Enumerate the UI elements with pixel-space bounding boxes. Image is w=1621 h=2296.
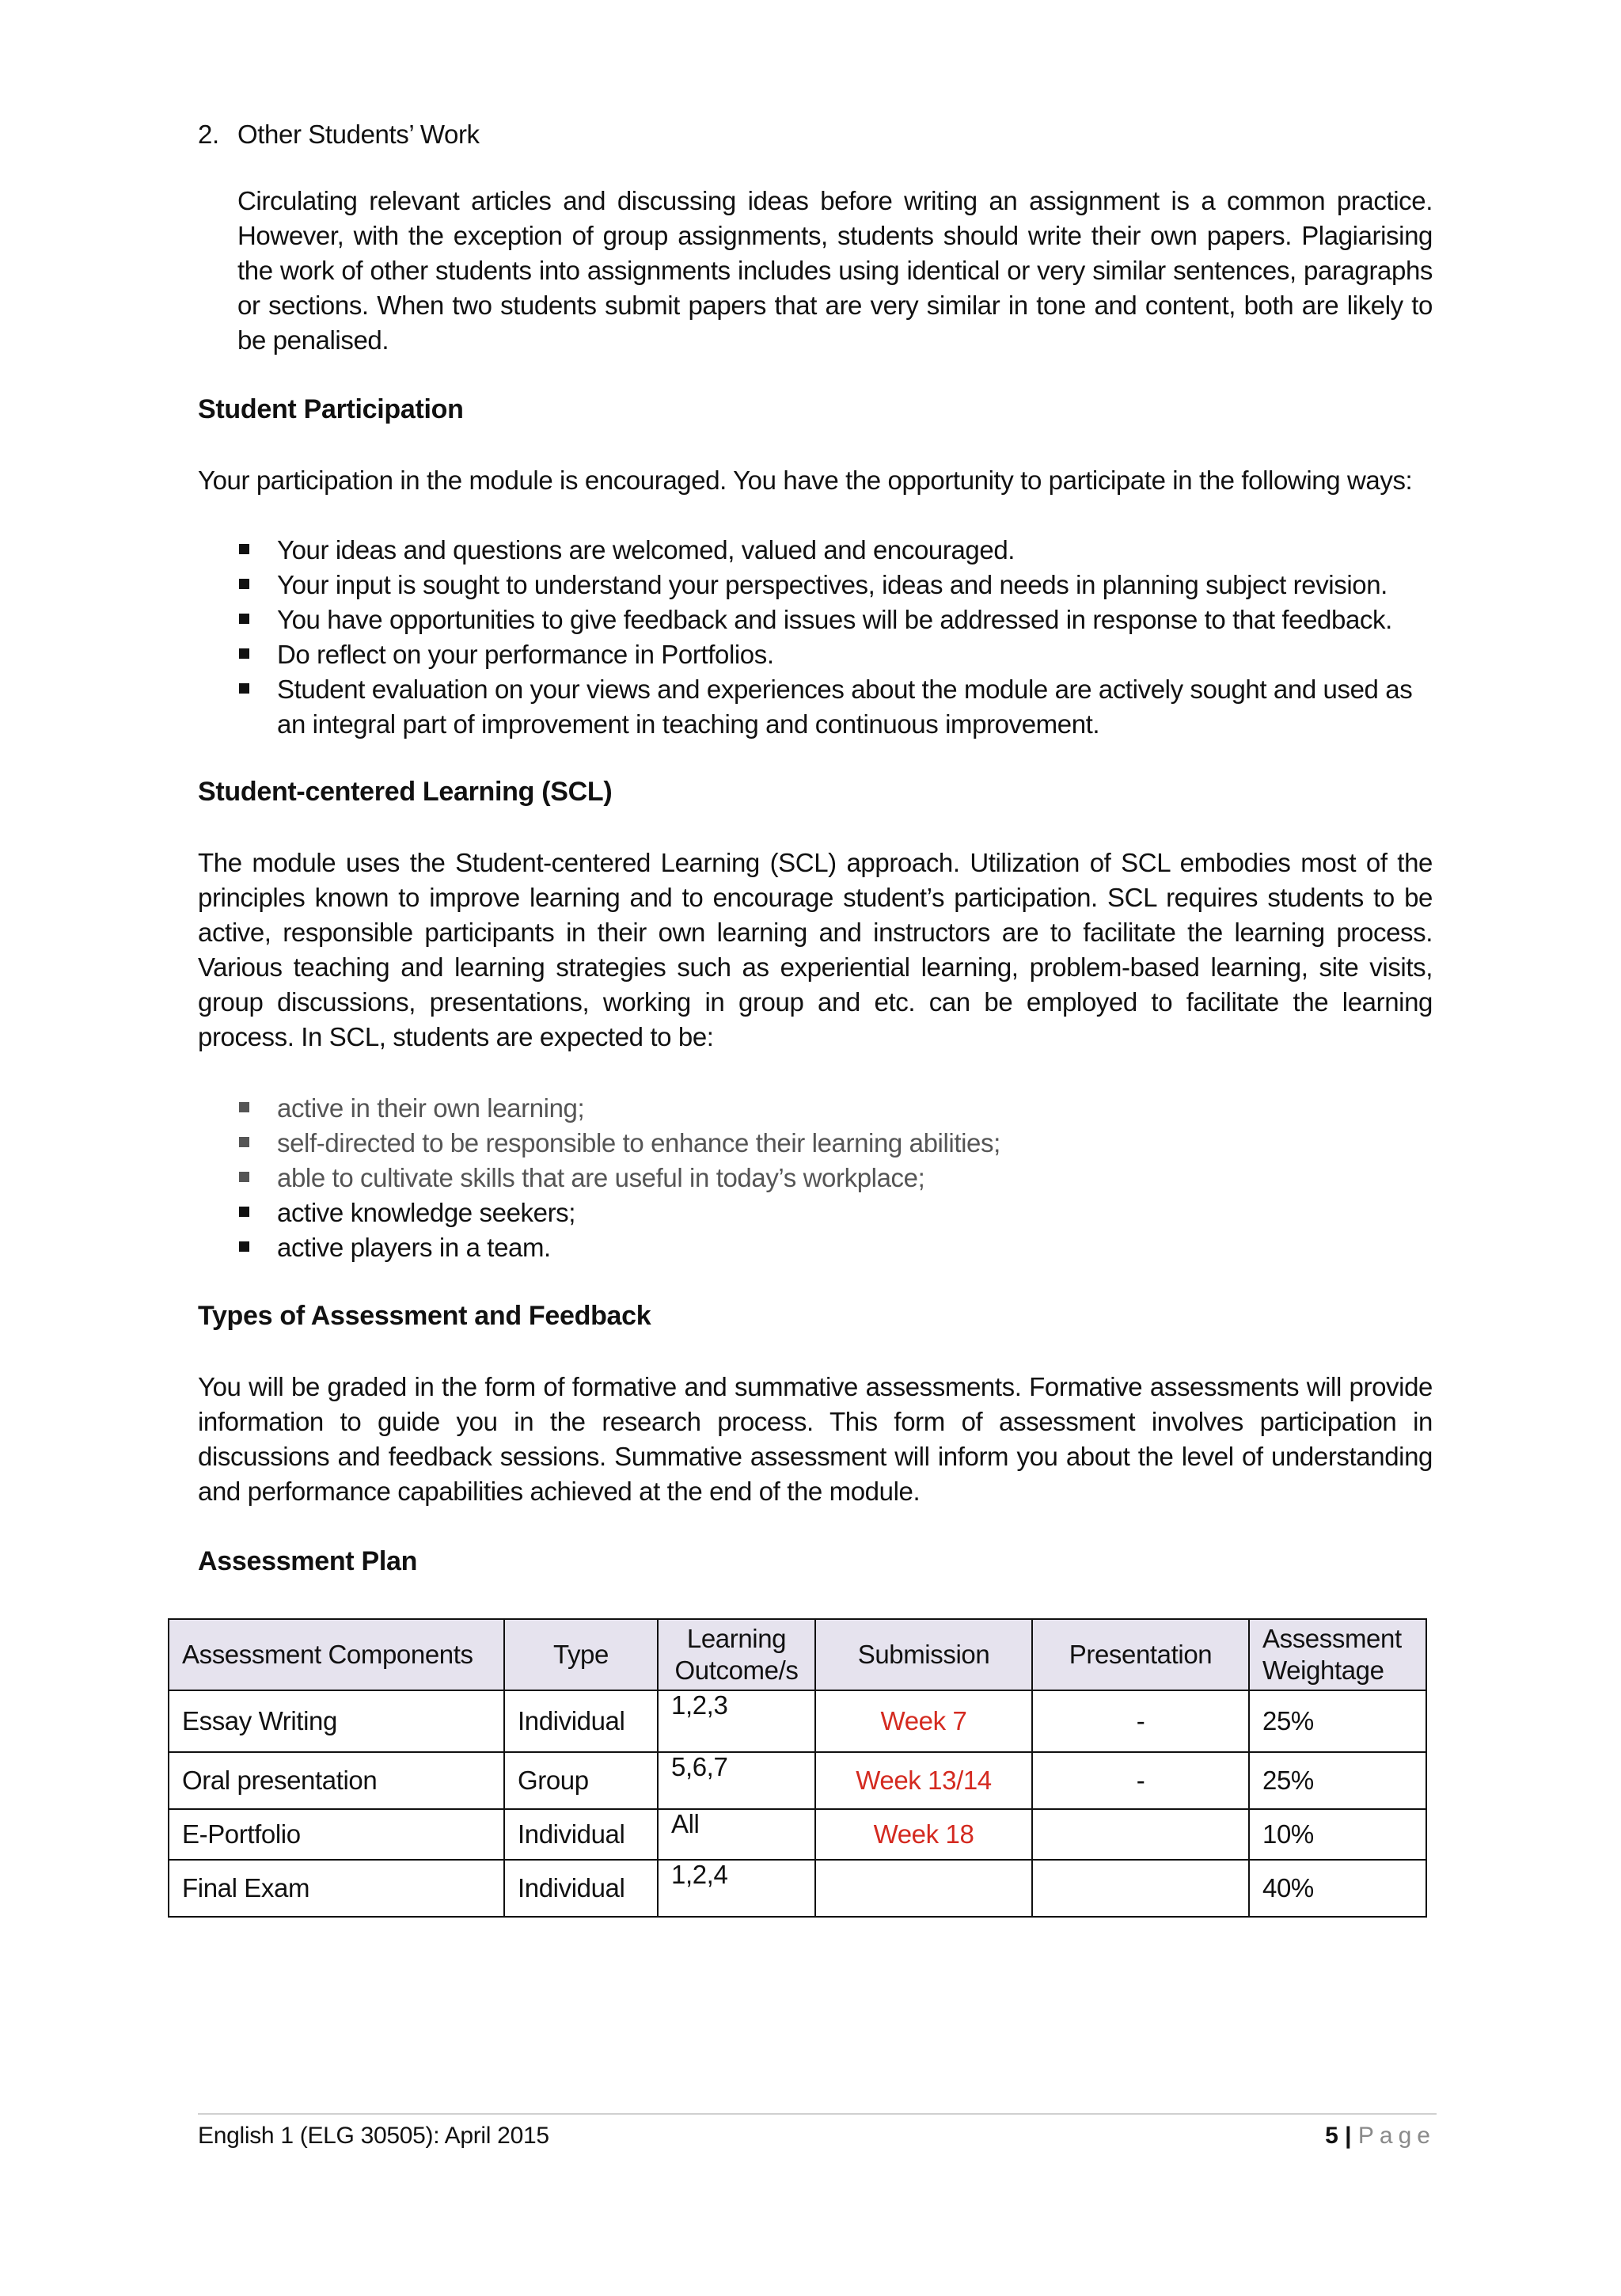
page-number: 5 — [1325, 2123, 1338, 2149]
table-cell: 25% — [1249, 1690, 1426, 1752]
table-cell-submission: Week 7 — [815, 1690, 1032, 1752]
footer-course-info: English 1 (ELG 30505): April 2015 — [198, 2123, 549, 2149]
table-cell: 1,2,4 — [658, 1860, 815, 1917]
table-cell: - — [1032, 1690, 1249, 1752]
square-bullet-icon — [239, 1241, 249, 1252]
list-item: able to cultivate skills that are useful in today’s workplace; — [198, 1161, 1433, 1196]
heading-student-participation: Student Participation — [198, 394, 464, 424]
list-number: 2. — [198, 120, 219, 149]
table-cell: Oral presentation — [169, 1752, 504, 1809]
list-item: Do reflect on your performance in Portfolios. — [198, 637, 1433, 672]
table-cell: - — [1032, 1752, 1249, 1809]
column-header: Learning Outcome/s — [658, 1619, 815, 1690]
list-item: self-directed to be responsible to enhance their learning abilities; — [198, 1126, 1433, 1161]
heading-student-centered-learning: Student-centered Learning (SCL) — [198, 777, 613, 807]
table-cell-submission — [815, 1860, 1032, 1917]
square-bullet-icon — [239, 1137, 249, 1147]
column-header: Assessment Weightage — [1249, 1619, 1426, 1690]
page-separator: | — [1345, 2123, 1352, 2149]
list-item: active in their own learning; — [198, 1091, 1433, 1126]
list-item: active players in a team. — [198, 1230, 1433, 1265]
table-cell-submission: Week 13/14 — [815, 1752, 1032, 1809]
square-bullet-icon — [239, 579, 249, 589]
table-row — [169, 1752, 1426, 1809]
participation-intro: Your participation in the module is encouraged. You have the opportunity to participate in the following ways: — [198, 466, 1413, 495]
table-cell: 25% — [1249, 1752, 1426, 1809]
assessment-plan-table — [168, 1618, 1427, 1918]
table-cell: 10% — [1249, 1809, 1426, 1860]
section-other-students-title — [198, 117, 480, 152]
table-cell: 40% — [1249, 1860, 1426, 1917]
square-bullet-icon — [239, 614, 249, 624]
heading-assessment-plan: Assessment Plan — [198, 1546, 418, 1576]
column-header: Submission — [815, 1619, 1032, 1690]
square-bullet-icon — [239, 648, 249, 659]
participation-bullet-list — [198, 533, 1433, 742]
list-item: Your ideas and questions are welcomed, valued and encouraged. — [198, 533, 1433, 568]
table-row — [169, 1860, 1426, 1917]
table-cell: All — [658, 1809, 815, 1860]
list-item: active knowledge seekers; — [198, 1196, 1433, 1230]
column-header: Type — [504, 1619, 658, 1690]
square-bullet-icon — [239, 1207, 249, 1217]
table-cell: Final Exam — [169, 1860, 504, 1917]
list-item: You have opportunities to give feedback and issues will be addressed in response to that feedback. — [198, 603, 1433, 637]
list-item: Your input is sought to understand your perspectives, ideas and needs in planning subject revision. — [198, 568, 1433, 603]
footer-page-number — [1325, 2120, 1436, 2152]
table-cell: Individual — [504, 1809, 658, 1860]
table-cell — [1032, 1860, 1249, 1917]
assessment-paragraph: You will be graded in the form of formative and summative assessments. Formative assessments will provide information to guide you in the research process. This form of assessment involves participation in discussions and feedback sessions. Summative assessment will inform you about the level of understanding and performance capabilities achieved at the end of the module. — [198, 1372, 1433, 1506]
square-bullet-icon — [239, 544, 249, 554]
page-label: Page — [1357, 2123, 1436, 2149]
column-header: Presentation — [1032, 1619, 1249, 1690]
scl-paragraph: The module uses the Student-centered Learning (SCL) approach. Utilization of SCL embodies most of the principles known to improve learning and to encourage student’s participation. SCL requires students to be active, responsible participants in their own learning and instructors are to facilitate the learning process. Various teaching and learning strategies such as experiential learning, problem-based learning, site visits, group discussions, presentations, working in group and etc. can be employed to facilitate the learning process. In SCL, students are expected to be: — [198, 848, 1433, 1051]
square-bullet-icon — [239, 1172, 249, 1182]
other-students-paragraph: Circulating relevant articles and discussing ideas before writing an assignment is a common practice. However, with the exception of group assignments, students should write their own papers. Plagiarising the work of other students into assignments includes using identical or very similar sentences, paragraphs or sections. When two students submit papers that are very similar in tone and content, both are likely to be penalised. — [237, 186, 1433, 355]
list-item: Student evaluation on your views and experiences about the module are actively sought and used as an integral part of improvement in teaching and continuous improvement. — [198, 672, 1433, 742]
table-cell: E-Portfolio — [169, 1809, 504, 1860]
table-cell: Individual — [504, 1860, 658, 1917]
square-bullet-icon — [239, 1102, 249, 1112]
table-row — [169, 1690, 1426, 1752]
column-header: Assessment Components — [169, 1619, 504, 1690]
table-cell: 1,2,3 — [658, 1690, 815, 1752]
heading-types-of-assessment: Types of Assessment and Feedback — [198, 1301, 651, 1331]
square-bullet-icon — [239, 683, 249, 694]
table-cell: Essay Writing — [169, 1690, 504, 1752]
table-cell: Individual — [504, 1690, 658, 1752]
table-cell: 5,6,7 — [658, 1752, 815, 1809]
table-row — [169, 1809, 1426, 1860]
table-header-row — [169, 1619, 1426, 1690]
section-title: Other Students’ Work — [237, 120, 480, 149]
table-cell — [1032, 1809, 1249, 1860]
scl-bullet-list — [198, 1091, 1433, 1265]
footer-divider — [198, 2113, 1437, 2115]
table-cell-submission: Week 18 — [815, 1809, 1032, 1860]
table-cell: Group — [504, 1752, 658, 1809]
